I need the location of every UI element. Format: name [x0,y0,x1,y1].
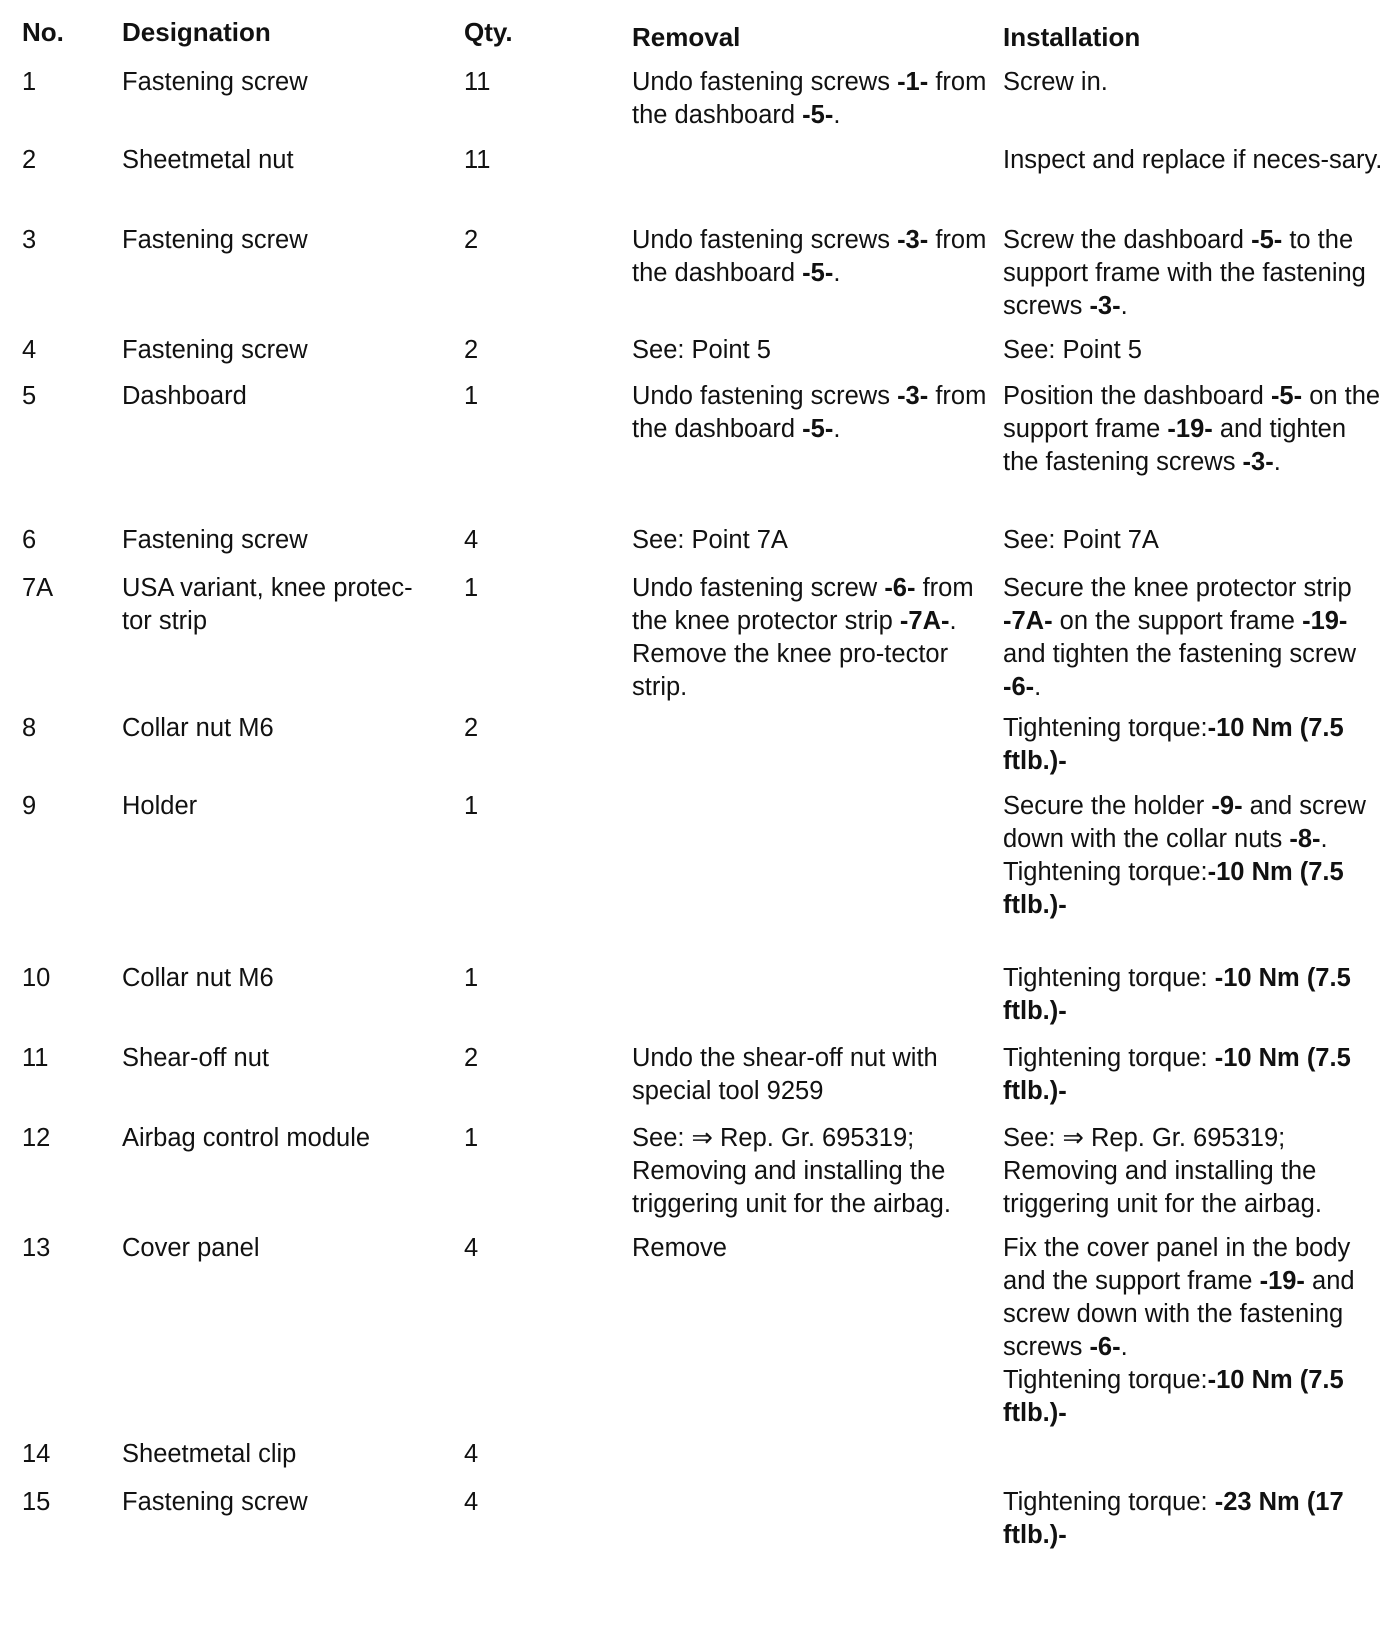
cell-qty: 1 [464,964,479,992]
text-segment: . [1034,673,1042,701]
text-segment: . Remove the knee pro-tector strip. [632,607,957,701]
reference-value: -5- [802,101,834,129]
cell-no: 10 [22,964,51,992]
text-segment: Position the dashboard [1003,382,1271,410]
cell-no: 4 [22,336,37,364]
cell-removal-paragraph [632,334,992,367]
cell-no: 2 [22,146,37,174]
text-segment: Undo fastening screw [632,574,885,602]
text-segment: . [1120,292,1128,320]
cell-installation [1003,572,1388,704]
cell-designation: Collar nut M6 [122,714,274,742]
reference-value: -23 Nm (17 ftlb.)- [1003,1488,1344,1549]
cell-removal-paragraph [632,380,992,446]
cell-installation-paragraph [1003,712,1388,778]
cell-no: 7A [22,574,54,602]
header-removal: Removal [632,22,741,52]
cell-removal-paragraph [632,224,992,290]
cell-designation: Cover panel [122,1234,260,1262]
cell-qty: 2 [464,336,479,364]
text-segment: Undo the shear-off nut with special tool 9259 [632,1044,938,1105]
reference-value: -5- [802,259,834,287]
cell-installation-paragraph [1003,1486,1388,1552]
text-segment: and tighten the fastening screw [1003,640,1356,668]
text-segment: from the knee protector strip [632,574,974,635]
cell-installation [1003,144,1388,177]
text-segment: Fix the cover panel in the body and the support frame [1003,1234,1351,1295]
reference-value: -3- [897,382,929,410]
reference-value: -19- [1259,1267,1305,1295]
cell-installation [1003,962,1388,1028]
reference-value: -10 Nm (7.5 ftlb.)- [1003,1044,1351,1105]
text-segment: Screw the dashboard [1003,226,1252,254]
reference-value: -3- [1242,448,1274,476]
text-segment: Tightening torque: [1003,858,1208,886]
cell-designation: Holder [122,792,198,820]
cell-designation: Fastening screw [122,526,308,554]
cell-designation: Collar nut M6 [122,964,274,992]
cell-installation-paragraph [1003,380,1388,479]
header-installation: Installation [1003,22,1141,52]
cell-installation [1003,1122,1388,1221]
cell-designation: Fastening screw [122,1488,308,1516]
cell-no: 11 [22,1044,49,1072]
reference-value: -5- [802,415,834,443]
cell-qty: 2 [464,226,479,254]
cell-installation [1003,224,1388,323]
cell-installation [1003,1042,1388,1108]
cell-no: 8 [22,714,37,742]
cell-installation-paragraph [1003,1122,1388,1221]
text-segment: and screw down with the fastening screws [1003,1267,1355,1361]
text-segment: . [833,415,841,443]
cell-no: 5 [22,382,37,410]
cell-designation: Sheetmetal clip [122,1440,297,1468]
text-segment: and tighten the fastening screws [1003,415,1347,476]
cell-installation [1003,1486,1388,1552]
cell-installation [1003,334,1388,367]
cell-removal-paragraph [632,572,992,704]
text-segment: Screw in. [1003,68,1108,96]
text-segment: from the dashboard [632,382,987,443]
text-segment: Tightening torque: [1003,1044,1215,1072]
cell-installation [1003,380,1388,479]
cell-installation [1003,66,1388,99]
cell-designation: USA variant, knee protec-tor strip [122,574,413,635]
text-segment: . [833,259,841,287]
cell-installation [1003,524,1388,557]
cell-designation: Sheetmetal nut [122,146,294,174]
cell-qty: 2 [464,1044,479,1072]
cell-qty: 11 [464,68,491,96]
header-no: No. [22,17,64,47]
cell-removal [632,224,992,290]
cell-removal [632,1122,992,1221]
cell-qty: 4 [464,1488,479,1516]
cell-installation-paragraph [1003,1364,1388,1430]
text-segment: from the dashboard [632,226,987,287]
cell-installation [1003,1232,1388,1430]
cell-designation: Shear-off nut [122,1044,269,1072]
text-segment: to the support frame with the fastening screws [1003,226,1366,320]
text-segment: and screw down with the collar nuts [1003,792,1366,853]
cell-removal-paragraph [632,66,992,132]
text-segment: Secure the holder [1003,792,1212,820]
reference-value: -10 Nm (7.5 ftlb.)- [1003,964,1351,1025]
cell-qty: 1 [464,1124,479,1152]
cell-designation: Fastening screw [122,68,308,96]
reference-value: -10 Nm (7.5 ftlb.)- [1003,1366,1344,1427]
text-segment: . [1273,448,1281,476]
cell-designation: Fastening screw [122,226,308,254]
text-segment: Secure the knee protector strip [1003,574,1352,602]
cell-installation-paragraph [1003,144,1388,177]
cell-installation-paragraph [1003,962,1388,1028]
header-qty: Qty. [464,17,513,47]
reference-value: -6- [1089,1333,1121,1361]
cell-removal [632,1232,992,1265]
reference-value: -8- [1289,825,1321,853]
cell-qty: 1 [464,382,479,410]
reference-value: -3- [1089,292,1121,320]
cell-installation-paragraph [1003,224,1388,323]
cell-installation-paragraph [1003,66,1388,99]
reference-value: -10 Nm (7.5 ftlb.)- [1003,714,1344,775]
cell-installation-paragraph [1003,334,1388,367]
cell-qty: 4 [464,1440,479,1468]
cell-removal [632,524,992,557]
text-segment: See: Point 5 [632,336,771,364]
text-segment: Undo fastening screws [632,382,898,410]
reference-value: -6- [1003,673,1035,701]
text-segment: Tightening torque: [1003,714,1208,742]
text-segment: from the dashboard [632,68,987,129]
text-segment: on the support frame [1052,607,1303,635]
cell-designation: Dashboard [122,382,247,410]
cell-qty: 4 [464,526,479,554]
cell-no: 14 [22,1440,51,1468]
cell-installation [1003,790,1388,922]
text-segment: Inspect and replace if neces-sary. [1003,146,1383,174]
cell-no: 6 [22,526,37,554]
text-segment: on the support frame [1003,382,1381,443]
reference-value: -9- [1211,792,1243,820]
reference-value: -1- [897,68,929,96]
reference-value: -6- [884,574,916,602]
cell-designation: Airbag control module [122,1124,371,1152]
cell-no: 13 [22,1234,51,1262]
text-segment: Undo fastening screws [632,68,898,96]
cell-qty: 1 [464,792,479,820]
cell-no: 1 [22,68,37,96]
cell-installation-paragraph [1003,856,1388,922]
cell-qty: 4 [464,1234,479,1262]
cell-removal [632,66,992,132]
cell-removal-paragraph [632,1122,992,1221]
reference-value: -5- [1251,226,1283,254]
reference-value: -19- [1302,607,1348,635]
reference-value: -10 Nm (7.5 ftlb.)- [1003,858,1344,919]
text-segment: See: ⇒ Rep. Gr. 695319; Removing and installing the triggering unit for the airbag. [632,1124,951,1218]
text-segment: Remove [632,1234,727,1262]
cell-removal [632,380,992,446]
text-segment: . [833,101,841,129]
cell-qty: 2 [464,714,479,742]
text-segment: See: ⇒ Rep. Gr. 695319; Removing and installing the triggering unit for the airbag. [1003,1124,1322,1218]
reference-value: -7A- [1003,607,1053,635]
cell-installation-paragraph [1003,1042,1388,1108]
text-segment: See: Point 7A [632,526,788,554]
cell-removal [632,334,992,367]
text-segment: Undo fastening screws [632,226,898,254]
text-segment: Tightening torque: [1003,964,1215,992]
cell-removal [632,572,992,704]
cell-qty: 1 [464,574,479,602]
cell-removal-paragraph [632,1232,992,1265]
cell-installation-paragraph [1003,790,1388,856]
text-segment: See: Point 7A [1003,526,1159,554]
cell-installation-paragraph [1003,572,1388,704]
cell-designation: Fastening screw [122,336,308,364]
cell-qty: 11 [464,146,491,174]
cell-no: 15 [22,1488,51,1516]
cell-installation [1003,712,1388,778]
cell-no: 3 [22,226,37,254]
cell-no: 9 [22,792,37,820]
reference-value: -3- [897,226,929,254]
reference-value: -5- [1270,382,1303,410]
header-designation: Designation [122,17,271,47]
reference-value: -19- [1167,415,1213,443]
text-segment: See: Point 5 [1003,336,1142,364]
reference-value: -7A- [899,607,950,635]
text-segment: . [1120,1333,1128,1361]
text-segment: . [1320,825,1328,853]
cell-removal [632,1042,992,1108]
text-segment: Tightening torque: [1003,1366,1208,1394]
cell-removal-paragraph [632,1042,992,1108]
cell-installation-paragraph [1003,524,1388,557]
cell-removal-paragraph [632,524,992,557]
cell-installation-paragraph [1003,1232,1388,1364]
cell-no: 12 [22,1124,51,1152]
text-segment: Tightening torque: [1003,1488,1215,1516]
